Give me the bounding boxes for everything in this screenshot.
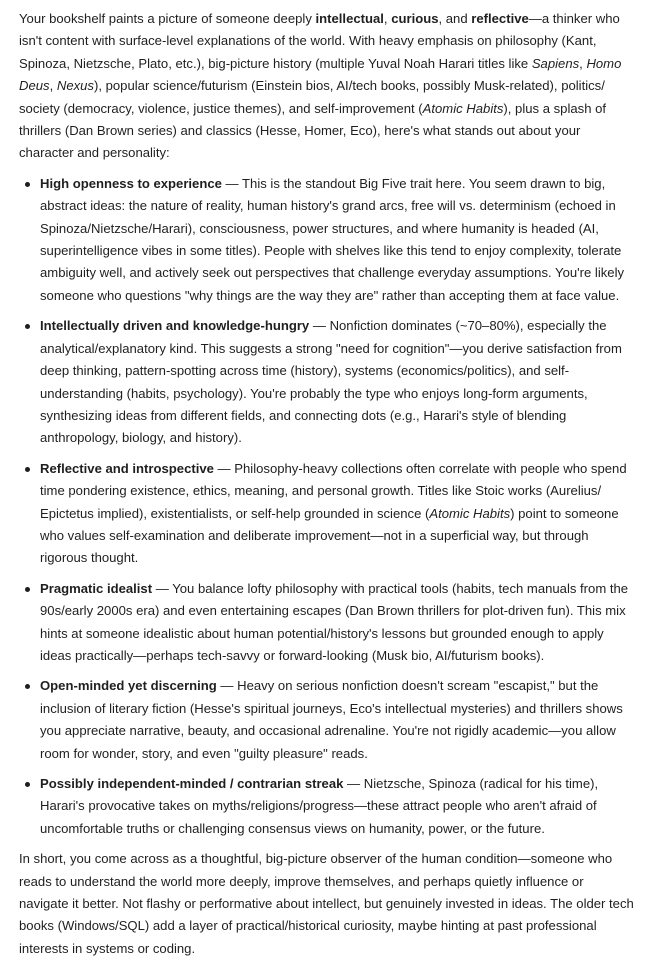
bullet-icon xyxy=(25,587,30,592)
bullet-icon xyxy=(25,324,30,329)
text-run: — You balance lofty philosophy with practical tools (habits, tech manuals from the 90s/early 2000s era) and even entertaining escapes (Dan Brown thrillers for plot-driven fun). This mix hints at someone idealistic about human potential/history's lessons but grounded enough to apply ideas practically—perhaps tech-savvy or forward-looking (Musk bio, AI/futurism books). xyxy=(40,580,629,663)
italic-title: Sapiens xyxy=(531,55,580,71)
bold-text: reflective xyxy=(471,11,529,26)
italic-title: Atomic Habits xyxy=(429,505,511,521)
text-run: — Nonfiction dominates (~70–80%), especially the analytical/explanatory kind. This suggests a strong "need for cognition"—you derive satisfaction from deep thinking, pattern-spotting across time (history), systems (economics/politics), and self-understanding (habits, psychology). You're probably the type who enjoys long-form arguments, synthesizing ideas from different fields, and connecting dots (e.g., Harari's style of blending anthropology, biology, and history). xyxy=(40,318,622,446)
text-run: , xyxy=(579,55,587,71)
trait-item-knowledge-hungry xyxy=(40,315,635,449)
trait-text xyxy=(40,176,624,303)
text-run: Your bookshelf paints a picture of someone deeply xyxy=(19,11,316,26)
text-run: , and xyxy=(438,11,472,26)
trait-item-openness xyxy=(40,173,635,307)
text-run: , xyxy=(49,78,57,94)
bold-text: Open-minded yet discerning xyxy=(40,678,217,694)
bold-text: Intellectually driven and knowledge-hungry xyxy=(40,318,310,334)
trait-text xyxy=(40,776,598,836)
text-run: ), plus a splash of thrillers (Dan Brown series) and classics (Hesse, Homer, Eco), here's what stands out about your character and personality: xyxy=(19,100,607,161)
trait-item-contrarian xyxy=(40,773,635,840)
trait-item-pragmatic-idealist xyxy=(40,578,635,668)
bullet-icon xyxy=(25,467,30,472)
trait-text xyxy=(40,678,623,760)
text-run: — Philosophy-heavy collections often correlate with people who spend time pondering existence, ethics, meaning, and personal growth. Titles like Stoic works (Aurelius/ Epictetus implied), existentialists, or self-help grounded in science ( xyxy=(40,460,627,521)
bullet-icon xyxy=(25,182,30,187)
intro-paragraph xyxy=(19,8,635,165)
summary-paragraph xyxy=(19,848,635,960)
text-run: —a thinker who isn't content with surface-level explanations of the world. With heavy emphasis on philosophy (Kant, Spinoza, Nietzsche, Plato, etc.), big-picture history (multiple Yuval Noah Harari titles like xyxy=(19,11,620,71)
italic-title: Homo Deus xyxy=(19,55,622,94)
text-run: ), popular science/futurism (Einstein bios, AI/tech books, possibly Musk-related), politics/ society (democracy, violence, justice themes), and self-improvement ( xyxy=(19,78,605,116)
bold-text: Possibly independent-minded / contrarian streak xyxy=(40,776,344,791)
trait-text xyxy=(40,581,628,663)
text-run: — This is the standout Big Five trait here. You seem drawn to big, abstract ideas: the nature of reality, human history's grand arcs, free will vs. determinism (echoed in Spinoza/Nietzsche/Harari), consciousness, power structures, and where humanity is headed (AI, superintelligence vibes in some titles). People with shelves like this tend to enjoy complexity, tolerate ambiguity well, and actively seek out perspectives that challenge everyday assumptions. You're likely someone who questions "why things are the way they are" rather than accepting them at face value. xyxy=(40,175,625,303)
text-run: ) point to someone who values self-examination and deliberate improvement—not in a superficial way, but through rigorous thought. xyxy=(40,505,619,566)
trait-text xyxy=(40,461,627,566)
trait-item-open-minded xyxy=(40,675,635,765)
italic-title: Atomic Habits xyxy=(422,100,504,116)
bullet-icon xyxy=(25,684,30,689)
text-run: — Nietzsche, Spinoza (radical for his time), Harari's provocative takes on myths/religions/progress—these attract people who aren't afraid of uncomfortable truths or challenging consensus views on humanity, power, or the future. xyxy=(40,776,599,836)
bullet-icon xyxy=(25,782,30,787)
trait-item-reflective xyxy=(40,458,635,570)
bold-text: Reflective and introspective xyxy=(40,460,214,476)
bold-text: curious xyxy=(391,11,439,26)
trait-text xyxy=(40,318,622,445)
text-run: — Heavy on serious nonfiction doesn't scream "escapist," but the inclusion of literary fiction (Hesse's spiritual journeys, Eco's intellectual mysteries) and thrillers shows you appreciate narrative, beauty, and occasional adrenaline. You're not rigidly academic—you allow room for wonder, story, and even "guilty pleasure" reads. xyxy=(40,678,623,761)
bold-text: intellectual xyxy=(315,11,384,26)
text-run: In short, you come across as a thoughtful, big-picture observer of the human condition—someone who reads to understand the world more deeply, improve themselves, and perhaps quietly influence or navigate it better. Not flashy or performative about intellect, but genuinely invested in ideas. The older tech books (Windows/SQL) add a layer of practical/historical curiosity, maybe hinting at past professional interests in systems or coding. xyxy=(19,851,634,956)
trait-list xyxy=(19,173,635,840)
bold-text: High openness to experience xyxy=(40,175,222,191)
text-run: , xyxy=(383,11,392,26)
italic-title: Nexus xyxy=(56,78,94,94)
bold-text: Pragmatic idealist xyxy=(40,580,153,596)
